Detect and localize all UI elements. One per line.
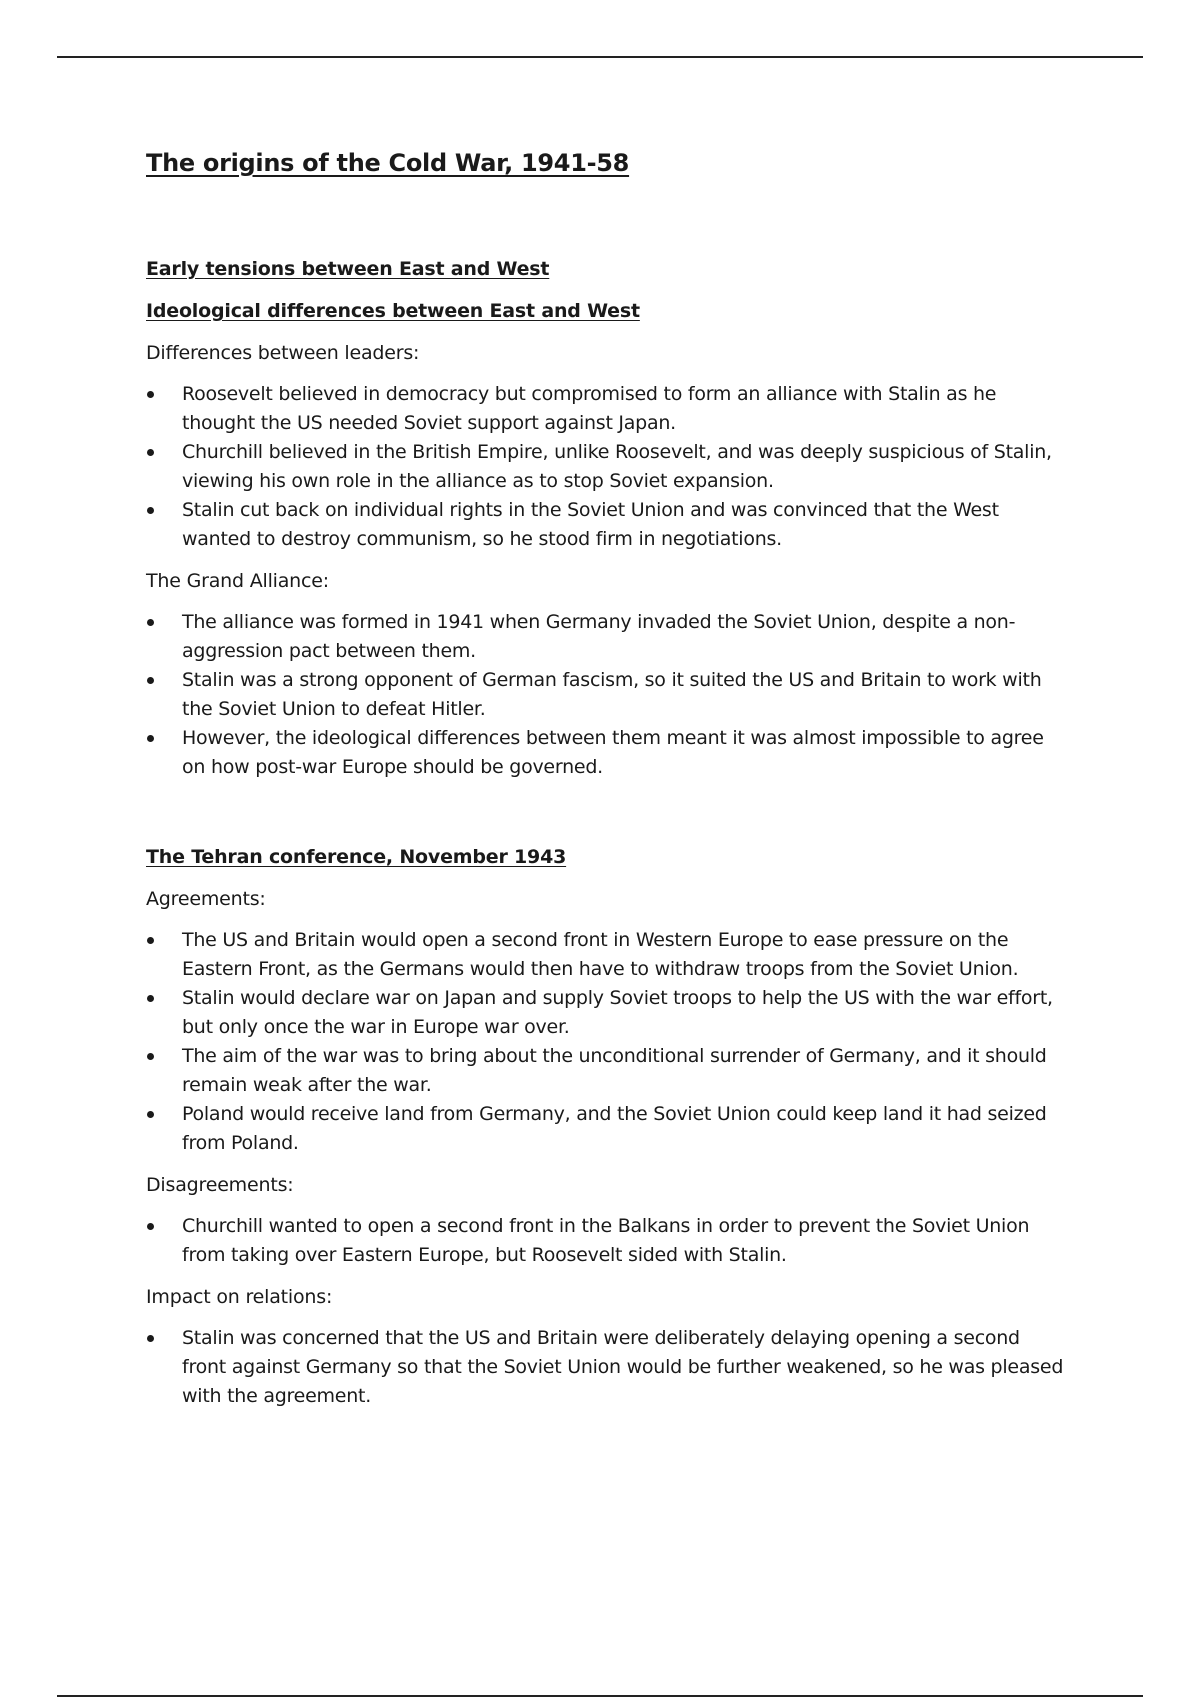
bullet-icon [147,449,154,456]
bullet-icon [147,1335,154,1342]
group-label-differences-between-leaders: Differences between leaders: [146,342,420,364]
list-item [146,666,1066,724]
bullet-icon [147,937,154,944]
footer-rule [57,1695,1143,1697]
bullet-icon [147,995,154,1002]
bullet-icon [147,1223,154,1230]
list-item-text: The alliance was formed in 1941 when Germany invaded the Soviet Union, despite a non-aggression pact between them. [182,611,1016,662]
list-item [146,984,1066,1042]
list-item-text: Roosevelt believed in democracy but compromised to form an alliance with Stalin as he thought the US needed Soviet support against Japan. [182,383,997,434]
list-item-text: However, the ideological differences between them meant it was almost impossible to agree on how post-war Europe should be governed. [182,727,1044,778]
bullet-icon [147,391,154,398]
list-item [146,608,1066,666]
list-item [146,1324,1066,1411]
list-item [146,380,1066,438]
bullet-icon [147,507,154,514]
group-label-grand-alliance: The Grand Alliance: [146,570,329,592]
group-label-agreements: Agreements: [146,888,266,910]
bullet-icon [147,1111,154,1118]
page-title: The origins of the Cold War, 1941-58 [146,149,630,177]
list-item-text: Stalin cut back on individual rights in the Soviet Union and was convinced that the West wanted to destroy communism, so he stood firm in negotiations. [182,499,999,550]
bullet-list-disagreements [146,1212,1066,1270]
list-item-text: The US and Britain would open a second front in Western Europe to ease pressure on the Eastern Front, as the Germans would then have to withdraw troops from the Soviet Union. [182,929,1019,980]
subsection-heading-tehran-conference: The Tehran conference, November 1943 [146,846,567,868]
bullet-list-impact [146,1324,1066,1411]
list-item-text: Stalin was concerned that the US and Britain were deliberately delaying opening a second front against Germany so that the Soviet Union would be further weakened, so he was pleased with the agreement. [182,1327,1064,1407]
bullet-list-leaders [146,380,1066,554]
list-item-text: Stalin was a strong opponent of German fascism, so it suited the US and Britain to work with the Soviet Union to defeat Hitler. [182,669,1042,720]
list-item [146,1042,1066,1100]
list-item [146,496,1066,554]
list-item [146,1100,1066,1158]
bullet-list-grand-alliance [146,608,1066,782]
list-item [146,926,1066,984]
group-label-disagreements: Disagreements: [146,1174,294,1196]
list-item-text: The aim of the war was to bring about the unconditional surrender of Germany, and it should remain weak after the war. [182,1045,1047,1096]
section-heading-early-tensions: Early tensions between East and West [146,258,550,280]
bullet-list-agreements [146,926,1066,1158]
bullet-icon [147,619,154,626]
subsection-heading-ideological-differences: Ideological differences between East and West [146,300,640,322]
list-item-text: Poland would receive land from Germany, and the Soviet Union could keep land it had seized from Poland. [182,1103,1047,1154]
bullet-icon [147,735,154,742]
header-rule [57,56,1143,58]
list-item [146,438,1066,496]
list-item [146,724,1066,782]
list-item-text: Churchill wanted to open a second front in the Balkans in order to prevent the Soviet Union from taking over Eastern Europe, but Roosevelt sided with Stalin. [182,1215,1030,1266]
bullet-icon [147,677,154,684]
list-item-text: Stalin would declare war on Japan and supply Soviet troops to help the US with the war effort, but only once the war in Europe war over. [182,987,1053,1038]
list-item [146,1212,1066,1270]
list-item-text: Churchill believed in the British Empire, unlike Roosevelt, and was deeply suspicious of Stalin, viewing his own role in the alliance as to stop Soviet expansion. [182,441,1052,492]
document-body [146,146,1066,1425]
bullet-icon [147,1053,154,1060]
group-label-impact-on-relations: Impact on relations: [146,1286,333,1308]
